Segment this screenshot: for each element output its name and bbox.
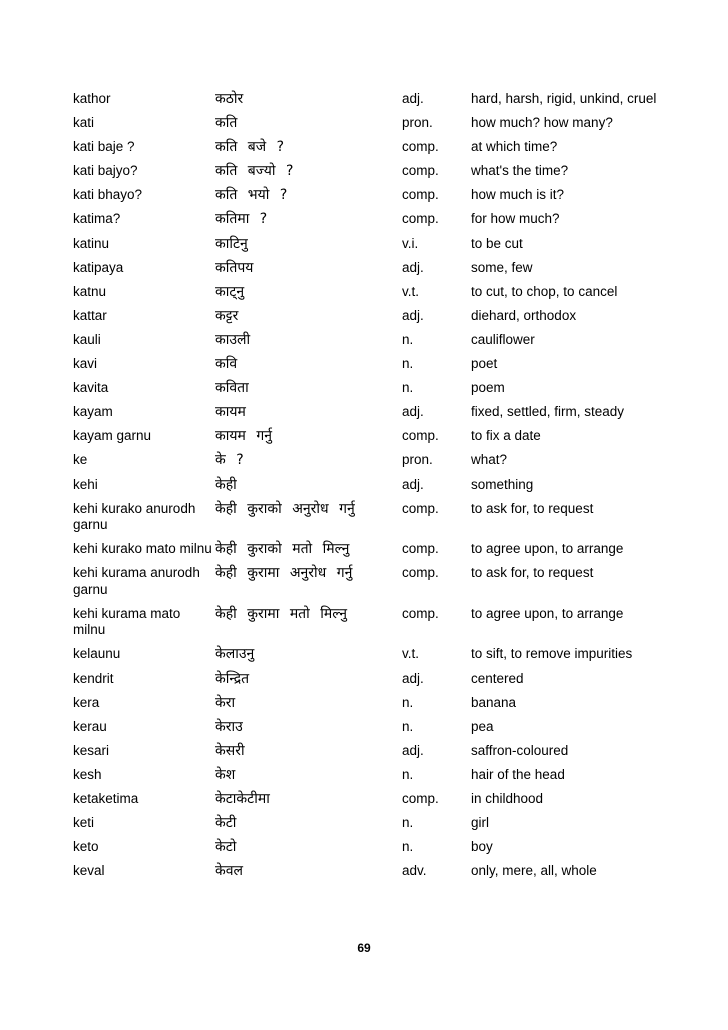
entry-devanagari-word: केवल xyxy=(215,863,244,880)
entry-devanagari-word: कति xyxy=(215,115,238,132)
dictionary-entry xyxy=(73,428,693,452)
entry-devanagari-word: कट्टर xyxy=(215,307,239,324)
entry-devanagari-word: कति भयो ? xyxy=(215,187,288,204)
dictionary-entry xyxy=(73,236,693,260)
entry-meaning: how much? how many? xyxy=(471,115,613,131)
entry-devanagari-word: कति बजे ? xyxy=(215,139,285,156)
entry-romanized-word: kesari xyxy=(73,742,110,758)
dictionary-entry xyxy=(73,91,693,115)
entry-devanagari-word: केही कुरामा मतो मिल्नु xyxy=(215,605,348,622)
entry-devanagari-word: केही कुरामा अनुरोध गर्नु xyxy=(215,565,353,582)
dictionary-entry xyxy=(73,671,693,695)
entry-part-of-speech: pron. xyxy=(402,452,433,468)
entry-meaning: cauliflower xyxy=(471,331,535,347)
entry-devanagari-word: के ? xyxy=(215,452,244,469)
dictionary-entry xyxy=(73,115,693,139)
entry-part-of-speech: comp. xyxy=(402,565,439,581)
entry-part-of-speech: n. xyxy=(402,718,414,734)
entry-meaning: something xyxy=(471,476,534,492)
dictionary-entry xyxy=(73,404,693,428)
entry-meaning: centered xyxy=(471,670,524,686)
entry-devanagari-word: कायम xyxy=(215,404,246,421)
entry-romanized-word: keval xyxy=(73,863,105,879)
entry-devanagari-word: कतिपय xyxy=(215,259,254,276)
dictionary-entry xyxy=(73,863,693,887)
entry-meaning: fixed, settled, firm, steady xyxy=(471,404,625,420)
entry-devanagari-word: केलाउनु xyxy=(215,646,255,663)
entry-meaning: boy xyxy=(471,839,493,855)
entry-romanized-word: kavi xyxy=(73,356,98,372)
entry-meaning: banana xyxy=(471,694,517,710)
entry-part-of-speech: adj. xyxy=(402,476,424,492)
entry-meaning: to ask for, to request xyxy=(471,565,594,581)
entry-romanized-word: kendrit xyxy=(73,670,114,686)
entry-meaning: for how much? xyxy=(471,211,560,227)
entry-part-of-speech: comp. xyxy=(402,163,439,179)
dictionary-entry xyxy=(73,815,693,839)
entry-devanagari-word: केही कुराको अनुरोध गर्नु xyxy=(215,500,355,517)
entry-devanagari-word: केटो xyxy=(215,839,237,856)
entry-romanized-word: kayam garnu xyxy=(73,428,152,444)
entry-romanized-word: kehi kurama anurodh garnu xyxy=(73,565,200,597)
dictionary-entry xyxy=(73,380,693,404)
entry-part-of-speech: n. xyxy=(402,766,414,782)
entry-part-of-speech: adj. xyxy=(402,404,424,420)
entry-meaning: what's the time? xyxy=(471,163,569,179)
dictionary-entry xyxy=(73,139,693,163)
entry-meaning: diehard, orthodox xyxy=(471,307,577,323)
entry-meaning: only, mere, all, whole xyxy=(471,863,597,879)
entry-part-of-speech: n. xyxy=(402,380,414,396)
entry-part-of-speech: pron. xyxy=(402,115,433,131)
entry-romanized-word: keto xyxy=(73,839,99,855)
dictionary-entry xyxy=(73,719,693,743)
entry-romanized-word: ke xyxy=(73,452,88,468)
entry-romanized-word: kauli xyxy=(73,331,101,347)
entry-part-of-speech: n. xyxy=(402,815,414,831)
entry-part-of-speech: comp. xyxy=(402,139,439,155)
entry-meaning: to cut, to chop, to cancel xyxy=(471,283,618,299)
entry-romanized-word: ketaketima xyxy=(73,791,139,807)
entry-devanagari-word: कविता xyxy=(215,380,249,397)
entry-devanagari-word: केटी xyxy=(215,815,237,832)
entry-part-of-speech: n. xyxy=(402,839,414,855)
entry-devanagari-word: केही कुराको मतो मिल्नु xyxy=(215,541,350,558)
dictionary-entry xyxy=(73,332,693,356)
dictionary-entry xyxy=(73,565,693,606)
dictionary-entry xyxy=(73,308,693,332)
entry-part-of-speech: comp. xyxy=(402,187,439,203)
entry-devanagari-word: केही xyxy=(215,476,237,493)
entry-part-of-speech: adj. xyxy=(402,307,424,323)
dictionary-entry xyxy=(73,606,693,647)
dictionary-entry xyxy=(73,646,693,670)
entry-part-of-speech: comp. xyxy=(402,500,439,516)
entry-devanagari-word: केसरी xyxy=(215,742,245,759)
entry-romanized-word: keti xyxy=(73,815,95,831)
dictionary-entry xyxy=(73,163,693,187)
entry-romanized-word: katnu xyxy=(73,283,107,299)
entry-meaning: to fix a date xyxy=(471,428,541,444)
dictionary-entry xyxy=(73,743,693,767)
entry-meaning: to agree upon, to arrange xyxy=(471,541,624,557)
entry-part-of-speech: adv. xyxy=(402,863,427,879)
entry-devanagari-word: कति बज्यो ? xyxy=(215,163,294,180)
entry-meaning: hair of the head xyxy=(471,766,565,782)
entry-romanized-word: kesh xyxy=(73,766,102,782)
entry-devanagari-word: काउली xyxy=(215,331,251,348)
dictionary-entry xyxy=(73,477,693,501)
entry-devanagari-word: केराउ xyxy=(215,718,243,735)
entry-part-of-speech: adj. xyxy=(402,91,424,106)
entry-meaning: to agree upon, to arrange xyxy=(471,605,624,621)
entry-meaning: to sift, to remove impurities xyxy=(471,646,633,662)
dictionary-entry xyxy=(73,839,693,863)
entry-romanized-word: kati bajyo? xyxy=(73,163,138,179)
entry-devanagari-word: कतिमा ? xyxy=(215,211,268,228)
entry-part-of-speech: v.t. xyxy=(402,283,420,299)
entry-meaning: to ask for, to request xyxy=(471,500,594,516)
entry-meaning: some, few xyxy=(471,259,533,275)
dictionary-entry xyxy=(73,356,693,380)
entry-devanagari-word: काटिनु xyxy=(215,235,248,252)
entry-romanized-word: kati bhayo? xyxy=(73,187,143,203)
entry-part-of-speech: comp. xyxy=(402,791,439,807)
entry-devanagari-word: कायम गर्नु xyxy=(215,428,272,445)
entry-romanized-word: kerau xyxy=(73,718,107,734)
entry-romanized-word: kehi kurama mato milnu xyxy=(73,605,181,638)
entry-romanized-word: kelaunu xyxy=(73,646,121,662)
entry-devanagari-word: काट्नु xyxy=(215,283,245,300)
dictionary-entry xyxy=(73,501,693,542)
entry-devanagari-word: केरा xyxy=(215,694,236,711)
dictionary-entry xyxy=(73,767,693,791)
entry-meaning: pea xyxy=(471,718,494,734)
entry-romanized-word: kathor xyxy=(73,91,111,106)
dictionary-entry-list xyxy=(73,91,693,887)
dictionary-entry xyxy=(73,284,693,308)
entry-meaning: saffron-coloured xyxy=(471,742,569,758)
entry-part-of-speech: n. xyxy=(402,356,414,372)
entry-devanagari-word: केश xyxy=(215,766,236,783)
entry-meaning: what? xyxy=(471,452,508,468)
entry-part-of-speech: adj. xyxy=(402,259,424,275)
entry-meaning: at which time? xyxy=(471,139,558,155)
entry-romanized-word: kehi kurako anurodh garnu xyxy=(73,500,196,533)
dictionary-entry xyxy=(73,211,693,235)
entry-meaning: how much is it? xyxy=(471,187,565,203)
entry-romanized-word: kavita xyxy=(73,380,109,396)
entry-romanized-word: kehi kurako mato milnu xyxy=(73,541,212,557)
dictionary-entry xyxy=(73,452,693,476)
entry-part-of-speech: comp. xyxy=(402,541,439,557)
entry-romanized-word: kati xyxy=(73,115,95,131)
entry-meaning: poem xyxy=(471,380,505,396)
entry-part-of-speech: comp. xyxy=(402,605,439,621)
entry-romanized-word: kattar xyxy=(73,307,107,323)
entry-part-of-speech: n. xyxy=(402,331,414,347)
entry-meaning: to be cut xyxy=(471,235,523,251)
entry-devanagari-word: केन्द्रित xyxy=(215,670,250,687)
page-number: 69 xyxy=(357,941,371,955)
entry-romanized-word: kera xyxy=(73,694,100,710)
entry-meaning: poet xyxy=(471,356,498,372)
dictionary-entry xyxy=(73,187,693,211)
entry-meaning: in childhood xyxy=(471,791,544,807)
entry-part-of-speech: n. xyxy=(402,694,414,710)
entry-part-of-speech: comp. xyxy=(402,428,439,444)
entry-devanagari-word: कठोर xyxy=(215,91,244,107)
entry-part-of-speech: v.t. xyxy=(402,646,420,662)
entry-romanized-word: katima? xyxy=(73,211,121,227)
dictionary-entry xyxy=(73,695,693,719)
entry-devanagari-word: कवि xyxy=(215,356,238,373)
entry-part-of-speech: v.i. xyxy=(402,235,419,251)
dictionary-entry xyxy=(73,791,693,815)
entry-devanagari-word: केटाकेटीमा xyxy=(215,791,270,808)
entry-romanized-word: kayam xyxy=(73,404,113,420)
entry-romanized-word: katinu xyxy=(73,235,110,251)
entry-meaning: hard, harsh, rigid, unkind, cruel xyxy=(471,91,657,106)
dictionary-entry xyxy=(73,260,693,284)
entry-romanized-word: kati baje ? xyxy=(73,139,135,155)
entry-romanized-word: kehi xyxy=(73,476,98,492)
entry-part-of-speech: comp. xyxy=(402,211,439,227)
dictionary-entry xyxy=(73,541,693,565)
entry-part-of-speech: adj. xyxy=(402,742,424,758)
entry-romanized-word: katipaya xyxy=(73,259,124,275)
entry-part-of-speech: adj. xyxy=(402,670,424,686)
entry-meaning: girl xyxy=(471,815,490,831)
